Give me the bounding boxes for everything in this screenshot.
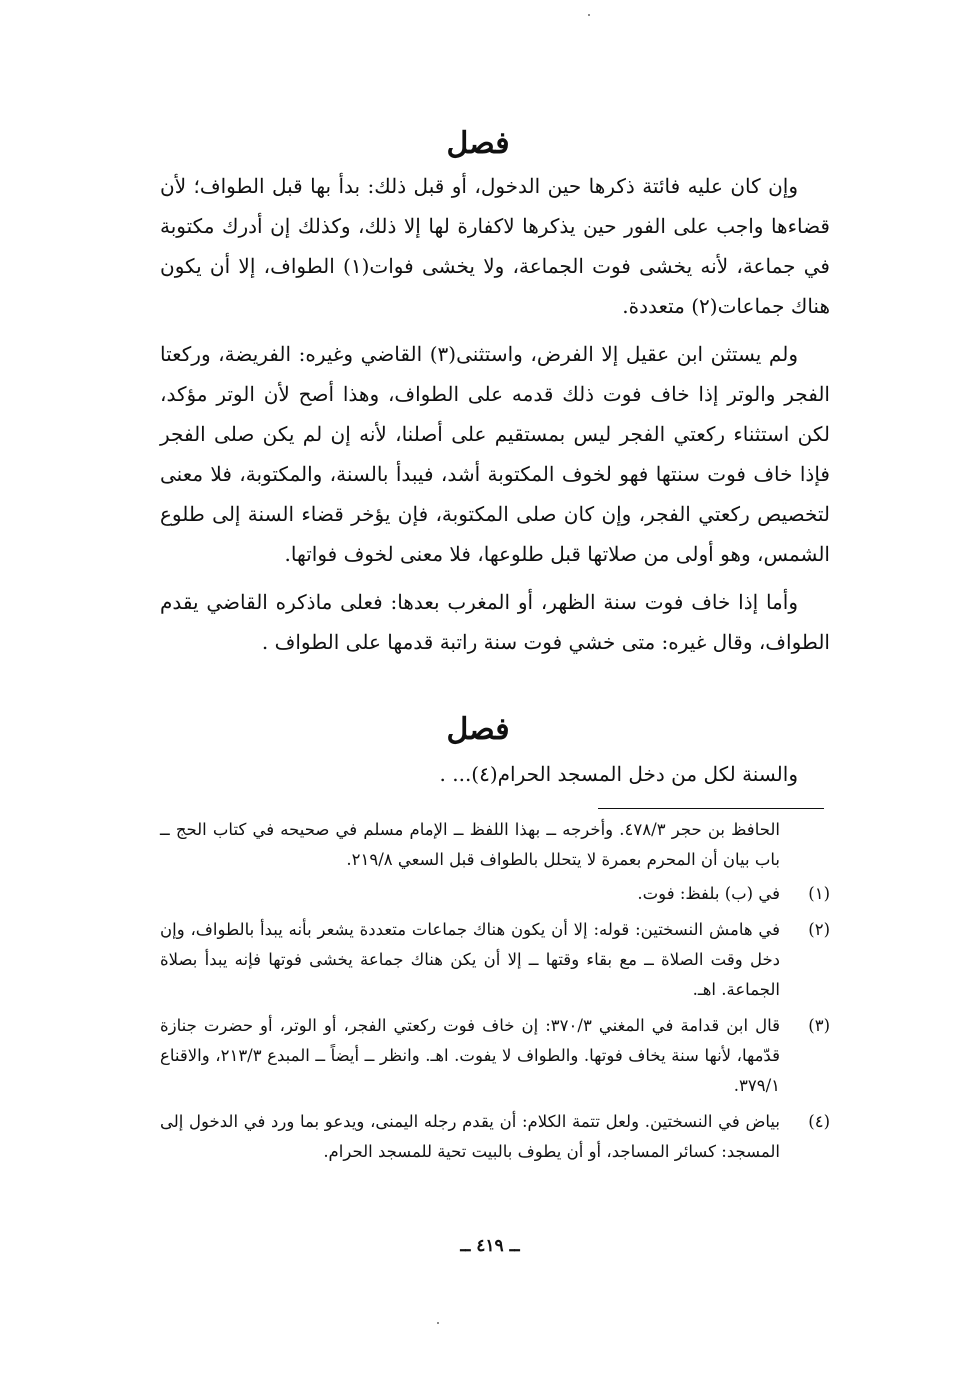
section-heading: فصل [446, 712, 510, 747]
footnote-text: بياض في النسختين. ولعل تتمة الكلام: أن يقدم رجله اليمنى، ويدعو بما ورد في الدخول إلى المسجد: كسائر المساجد، أو أن يطوف بالبيت تحية للمسجد الحرام. [160, 1112, 780, 1161]
page-number: ــ ٤١٩ ــ [460, 1236, 520, 1256]
paragraph: وإن كان عليه فائتة ذكرها حين الدخول، أو قبل ذلك: بدأ بها قبل الطواف؛ لأن قضاءها واجب على الفور حين يذكرها لاكفارة لها إلا ذلك، وكذلك إن أدرك مكتوبة في جماعة، لأنه يخشى فوت الجماعة، ولا يخشى فوات(١) الطواف، إلا أن يكون هناك جماعات(٢) متعددة. [160, 174, 830, 318]
footnote-text: في هامش النسختين: قوله: إلا أن يكون هناك جماعات متعددة يشعر بأنه يبدأ بالطواف، وإن دخل وقت الصلاة ــ مع بقاء وقتها ــ إلا أن يكن هناك جماعة يخشى فوتها فإنه يبدأ بصلاة الجماعة. اهـ. [160, 920, 780, 999]
footnote-number: (٤) [808, 1112, 830, 1131]
footnotes [160, 815, 830, 1173]
paragraph: وأما إذا خاف فوت سنة الظهر، أو المغرب بعدها: فعلى ماذكره القاضي يقدم الطواف، وقال غيره: متى خشي فوت سنة راتبة قدمها على الطواف . [160, 590, 830, 654]
scan-speck [588, 14, 590, 16]
scan-speck [437, 1322, 439, 1324]
footnote [160, 879, 830, 909]
footnote-divider [598, 808, 824, 809]
section-body [160, 754, 830, 794]
footnote-text: قال ابن قدامة في المغني ٣٧٠/٣: إن خاف فوت ركعتي الفجر، أو الوتر، أو حضرت جنازة قدّمها، لأنها سنة يخاف فوتها. والطواف لا يفوت. اهـ. وانظر ــ أيضاً ــ المبدع ٢١٣/٣، والاقناع ٣٧٩/١. [160, 1016, 780, 1095]
footnote [160, 915, 830, 1005]
section-heading: فصل [446, 126, 510, 161]
footnote-number: (٢) [808, 920, 830, 939]
footnote-number: (٣) [808, 1016, 830, 1035]
footnote-continuation: الحافظ بن حجر ٤٧٨/٣. وأخرجه ــ بهذا اللفظ ــ الإمام مسلم في صحيحه في كتاب الحج ــ باب بيان أن المحرم بعمرة لا يتحلل بالطواف قبل السعي ٢١٩/٨. [160, 820, 780, 869]
footnote-text: في (ب) بلفظ: فوت. [637, 884, 780, 903]
paragraph: والسنة لكل من دخل المسجد الحرام(٤)... . [439, 762, 798, 786]
footnote [160, 1011, 830, 1101]
footnote [160, 1107, 830, 1167]
footnote-number: (١) [808, 884, 830, 903]
section-body [160, 166, 830, 662]
paragraph: ولم يستثن ابن عقيل إلا الفرض، واستثنى(٣) القاضي وغيره: الفريضة، وركعتا الفجر والوتر إذا خاف فوت ذلك قدمه على الطواف، وهذا أصح لأن الوتر مؤكد، لكن استثناء ركعتي الفجر ليس بمستقيم على أصلنا، لأنه إن لم يكن صلى الفجر فإذا خاف فوت سنتها فهو لخوف المكتوبة أشد، فيبدأ بالسنة، والمكتوبة، فلا معنى لتخصيص ركعتي الفجر، وإن كان صلى المكتوبة، فإن يؤخر قضاء السنة إلى طلوع الشمس، وهو أولى من صلاتها قبل طلوعها، فلا معنى لخوف فواتها. [160, 342, 830, 566]
